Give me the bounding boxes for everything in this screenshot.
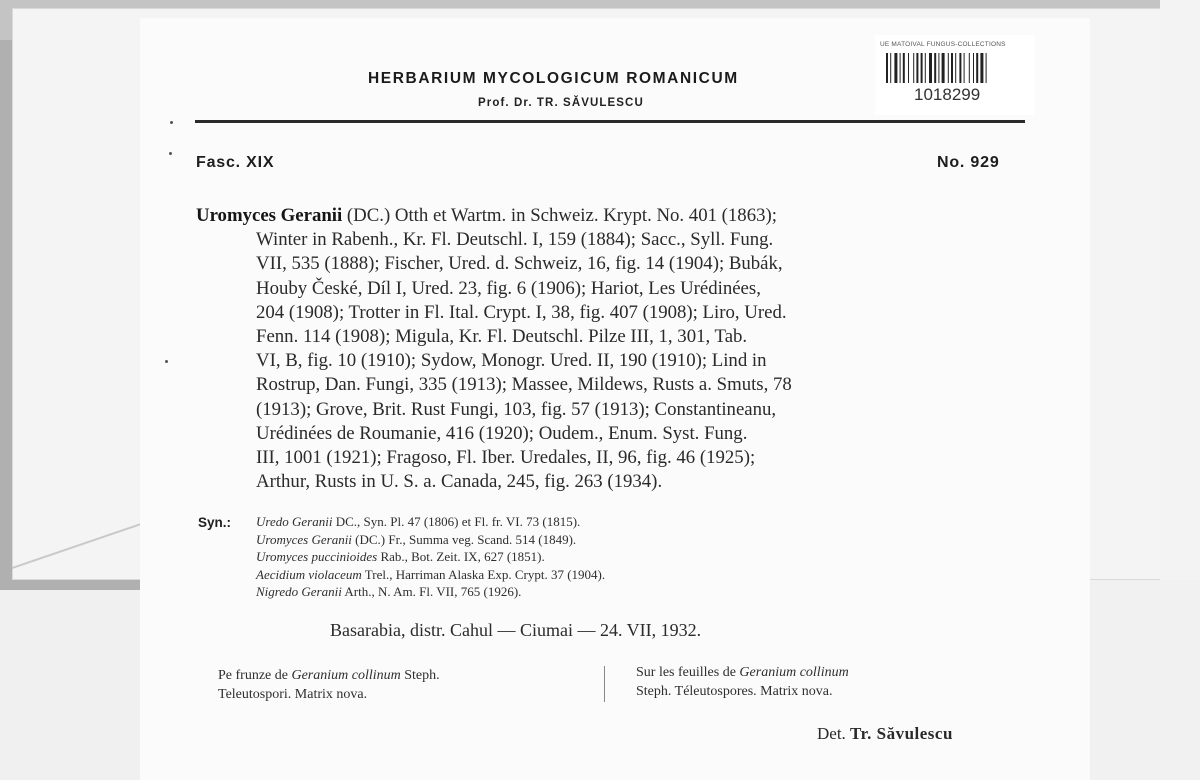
synonym-name: Nigredo Geranii <box>256 584 342 599</box>
synonym-name: Aecidium violaceum <box>256 566 362 582</box>
citation-line: Houby České, Díl I, Ured. 23, fig. 6 (1906); Hariot, Les Urédinées, <box>256 277 761 299</box>
header-subtitle: Prof. Dr. TR. SĂVULESCU <box>478 97 644 109</box>
header-rule <box>195 120 1025 123</box>
barcode-icon <box>886 53 1026 83</box>
citation-line: (1913); Grove, Brit. Rust Fungi, 103, fig. 57 (1913); Constantineanu, <box>256 398 777 420</box>
synonym-item <box>256 583 605 601</box>
synonym-ref: Rab., Bot. Zeit. IX, 627 (1851). <box>377 549 545 564</box>
spore-stage-line: Steph. Téleutospores. Matrix nova. <box>636 684 833 699</box>
specimen-number: No. 929 <box>937 154 1000 171</box>
synonym-item <box>256 531 605 549</box>
specks <box>169 152 172 155</box>
host-plant-name: Geranium collinum <box>291 668 401 683</box>
determiner-prefix: Det. <box>817 724 846 743</box>
citation-line-text: (DC.) Otth et Wartm. in Schweiz. Krypt. No. 401 (1863); <box>342 205 777 226</box>
specks <box>170 121 173 124</box>
citation-line: Winter in Rabenh., Kr. Fl. Deutschl. I, 159 (1884); Sacc., Syll. Fung. <box>256 229 774 251</box>
synonym-ref: Trel., Harriman Alaska Exp. Crypt. 37 (1904). <box>361 566 606 582</box>
synonym-item <box>256 513 605 531</box>
habitat-note-french <box>636 663 849 701</box>
specks <box>165 360 168 363</box>
synonym-ref: Arth., N. Am. Fl. VII, 765 (1926). <box>341 584 522 599</box>
citation-line: Rostrup, Dan. Fungi, 335 (1913); Massee, Mildews, Rusts a. Smuts, 78 <box>256 374 792 396</box>
determiner-name: Tr. Săvulescu <box>850 724 953 743</box>
taxon-name: Uromyces Geranii <box>196 205 343 226</box>
citation-line: Fenn. 114 (1908); Migula, Kr. Fl. Deutschl. Pilze III, 1, 301, Tab. <box>256 325 748 347</box>
citation-line: VI, B, fig. 10 (1910); Sydow, Monogr. Ured. II, 190 (1910); Lind in <box>256 350 767 372</box>
spore-stage-line: Teleutospori. Matrix nova. <box>218 687 368 702</box>
header-title: HERBARIUM MYCOLOGICUM ROMANICUM <box>368 70 739 87</box>
citation-line: 204 (1908); Trotter in Fl. Ital. Crypt. I, 38, fig. 407 (1908); Liro, Ured. <box>256 301 787 323</box>
sheet-bottom-right <box>1085 580 1200 780</box>
habitat-text: Sur les feuilles de <box>636 665 740 680</box>
habitat-text: Pe frunze de <box>218 668 292 683</box>
barcode-institution: UE MATOIVAL FUNGUS-COLLECTIONS <box>880 41 1006 48</box>
habitat-line <box>636 663 849 682</box>
sheet-bottom-left <box>0 590 145 780</box>
synonym-ref: (DC.) Fr., Summa veg. Scand. 514 (1849). <box>351 531 577 547</box>
barcode-number: 1018299 <box>914 85 981 104</box>
citation-line: Arthur, Rusts in U. S. a. Canada, 245, fig. 263 (1934). <box>256 471 663 493</box>
habitat-line <box>218 666 440 685</box>
citation-line: VII, 535 (1888); Fischer, Ured. d. Schweiz, 16, fig. 14 (1904); Bubák, <box>256 253 783 275</box>
citation-line: III, 1001 (1921); Fragoso, Fl. Iber. Uredales, II, 96, fig. 46 (1925); <box>256 446 756 468</box>
synonym-item <box>256 566 605 584</box>
habitat-note-romanian <box>218 666 440 704</box>
determiner <box>817 724 953 744</box>
synonym-ref: DC., Syn. Pl. 47 (1806) et Fl. fr. VI. 73 (1815). <box>332 514 581 529</box>
column-divider <box>604 666 605 702</box>
taxon-citation <box>196 204 1026 494</box>
synonym-item <box>256 548 605 566</box>
synonyms-list <box>256 513 605 601</box>
synonym-name: Uredo Geranii <box>256 514 333 529</box>
citation-line: Urédinées de Roumanie, 416 (1920); Oudem., Enum. Syst. Fung. <box>256 422 748 444</box>
synonym-name: Uromyces Geranii <box>256 531 352 547</box>
synonym-name: Uromyces puccinioides <box>256 549 378 564</box>
host-plant-name: Geranium collinum <box>739 665 849 680</box>
synonyms-label: Syn.: <box>198 515 232 530</box>
collection-locality: Basarabia, distr. Cahul — Ciumai — 24. VII, 1932. <box>330 620 702 640</box>
fascicle-number: Fasc. XIX <box>196 154 275 171</box>
habitat-text: Steph. <box>400 668 440 683</box>
citation-line <box>196 204 1026 228</box>
envelope-flap-fold <box>12 520 152 570</box>
